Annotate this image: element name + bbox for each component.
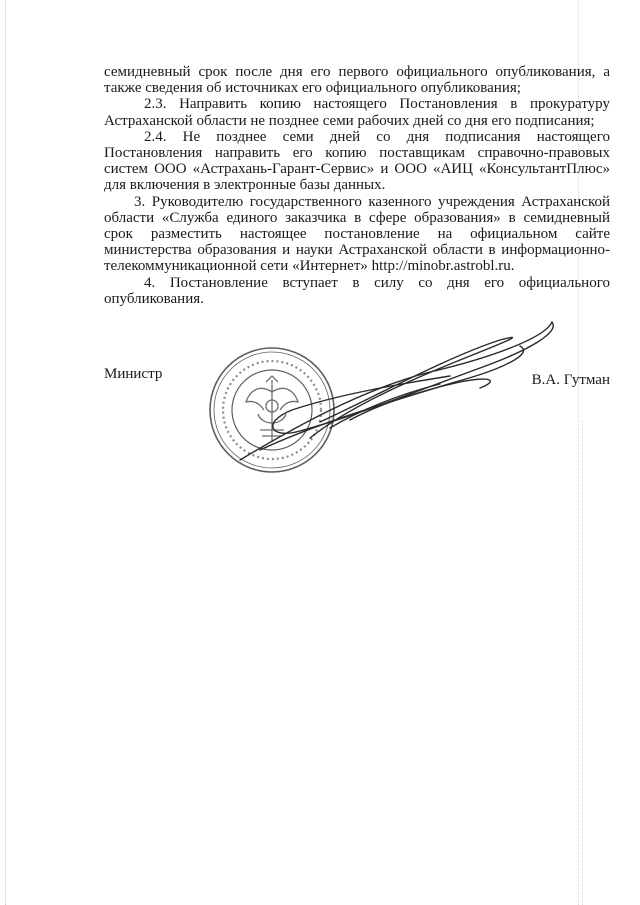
seal-and-signature xyxy=(200,310,600,500)
paragraph-3: 3. Руководителю государственного казенного учреждения Астраханской области «Служба единого заказчика в сфере образования» в семидневный срок разместить настоящее постановление на официальном сайте министерства образования и науки Астраханской области в информационно-телекоммуникационной сети «Интернет» http://minobr.astrobl.ru. xyxy=(104,193,610,275)
signer-name: В.А. Гутман xyxy=(531,372,610,388)
scan-edge-left xyxy=(5,0,6,905)
official-seal xyxy=(210,348,334,472)
document-body xyxy=(104,64,610,307)
paragraph-4: 4. Постановление вступает в силу со дня его официального опубликования. xyxy=(104,274,610,307)
handwritten-signature xyxy=(240,322,553,460)
paragraph-2-3: 2.3. Направить копию настоящего Постановления в прокуратуру Астраханской области не позднее семи рабочих дней со дня его подписания; xyxy=(104,96,610,129)
position-title: Министр xyxy=(104,366,163,382)
paragraph-continuation: семидневный срок после дня его первого официального опубликования, а также сведения об источниках его официального опубликования; xyxy=(104,64,610,97)
paragraph-2-4: 2.4. Не позднее семи дней со дня подписания настоящего Постановления направить его копию поставщикам справочно-правовых систем ООО «Астрахань-Гарант-Сервис» и ООО «АИЦ «КонсультантПлюс» для включения в электронные базы данных. xyxy=(104,128,610,194)
seal-crest-icon xyxy=(246,376,298,442)
